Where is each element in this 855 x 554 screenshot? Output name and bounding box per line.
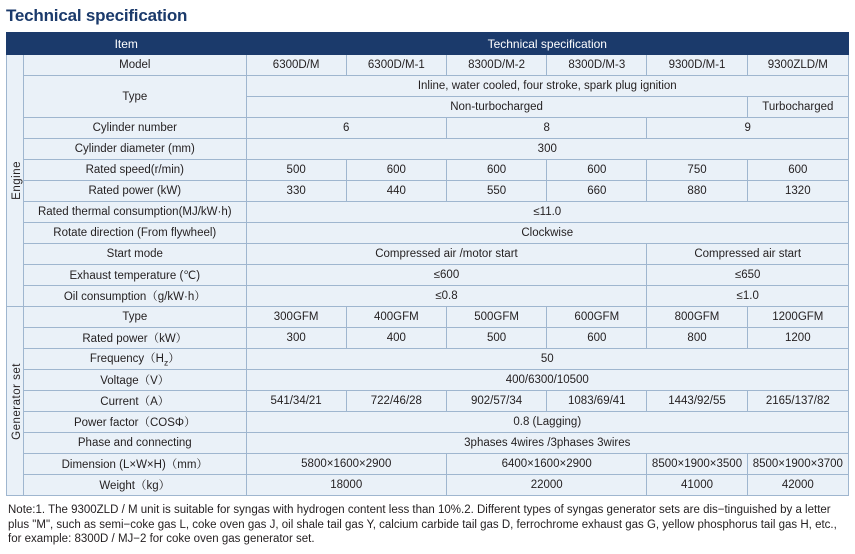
cell-rated-power-engine-3: 550 [446,181,546,202]
cell-generator-type-2: 400GFM [346,307,446,328]
table-row [7,181,849,202]
cell-rated-power-generator-2: 400 [346,328,446,349]
table-row [7,286,849,307]
cell-rotate-direction: Clockwise [246,223,848,244]
cell-current-3: 902/57/34 [446,391,546,412]
cell-weight-4: 42000 [747,475,848,496]
cell-cylinder-number-9: 9 [647,118,849,139]
cell-dimension-2: 6400×1600×2900 [446,454,646,475]
cell-start-mode-1: Compressed air /motor start [246,244,647,265]
row-label-start-mode: Start mode [24,244,247,265]
cell-exhaust-temperature-1: ≤600 [246,265,647,286]
cell-rated-speed-1: 500 [246,160,346,181]
row-label-voltage: Voltage（V） [24,370,247,391]
cell-rated-power-engine-1: 330 [246,181,346,202]
cell-rated-power-engine-5: 880 [647,181,747,202]
specification-table [6,32,849,496]
cell-voltage: 400/6300/10500 [246,370,848,391]
row-label-thermal-consumption: Rated thermal consumption(MJ/kW·h) [24,202,247,223]
cell-model-2: 6300D/M-1 [346,55,446,76]
cell-rated-power-engine-2: 440 [346,181,446,202]
table-row [7,76,849,97]
cell-engine-type: Inline, water cooled, four stroke, spark plug ignition [246,76,848,97]
row-label-type-generator: Type [24,307,247,328]
row-label-weight: Weight（kg） [24,475,247,496]
cell-generator-type-4: 600GFM [547,307,647,328]
page-title: Technical specification [6,6,188,25]
cell-rated-speed-5: 750 [647,160,747,181]
cell-exhaust-temperature-2: ≤650 [647,265,849,286]
row-label-rated-power-generator: Rated power（kW） [24,328,247,349]
table-row [7,349,849,370]
cell-power-factor: 0.8 (Lagging) [246,412,848,433]
cell-turbocharged: Turbocharged [747,97,848,118]
cell-thermal-consumption: ≤11.0 [246,202,848,223]
column-header-spec: Technical specification [246,33,848,55]
cell-generator-type-6: 1200GFM [747,307,848,328]
row-label-type-engine: Type [24,76,247,118]
cell-non-turbocharged: Non-turbocharged [246,97,747,118]
row-label-current: Current（A） [24,391,247,412]
row-label-frequency-sub: z [163,357,169,368]
table-row [7,55,849,76]
row-label-oil-consumption: Oil consumption（g/kW·h） [24,286,247,307]
cell-generator-type-1: 300GFM [246,307,346,328]
row-label-frequency [24,349,247,370]
row-label-cylinder-diameter: Cylinder diameter (mm) [24,139,247,160]
table-row [7,328,849,349]
cell-rated-power-engine-4: 660 [547,181,647,202]
cell-current-1: 541/34/21 [246,391,346,412]
table-row [7,139,849,160]
table-row [7,265,849,286]
cell-current-2: 722/46/28 [346,391,446,412]
table-row [7,202,849,223]
row-label-cylinder-number: Cylinder number [24,118,247,139]
cell-current-6: 2165/137/82 [747,391,848,412]
side-category-engine [7,55,24,307]
cell-rated-power-generator-6: 1200 [747,328,848,349]
cell-current-4: 1083/69/41 [547,391,647,412]
row-label-rated-speed: Rated speed(r/min) [24,160,247,181]
cell-rated-power-generator-4: 600 [547,328,647,349]
row-label-frequency-tail: ） [168,353,180,366]
side-category-generator-set-label: Generator set [11,362,23,440]
table-footnote: Note:1. The 9300ZLD / M unit is suitable for syngas with hydrogen content less than 10%.2. Different types of syngas generator sets are dis−tinguished by a letter plus "M", such as semi−coke gas L, coke oven gas J, oil shale tail gas Y, calcium carbide tail gas D, ferrochrome exhaust gas G, yellow phosphorus tail gas H, etc., for example: 8300D / MJ−2 for coke oven gas generator set. [8,504,837,545]
row-label-rated-power-engine: Rated power (kW) [24,181,247,202]
table-row [7,412,849,433]
side-category-generator-set [7,307,24,496]
table-row [7,160,849,181]
cell-weight-2: 22000 [446,475,646,496]
row-label-model: Model [24,55,247,76]
cell-rated-speed-2: 600 [346,160,446,181]
cell-cylinder-diameter: 300 [246,139,848,160]
table-row [7,391,849,412]
cell-dimension-3: 8500×1900×3500 [647,454,747,475]
cell-cylinder-number-6: 6 [246,118,446,139]
cell-current-5: 1443/92/55 [647,391,747,412]
cell-rated-speed-4: 600 [547,160,647,181]
row-label-rotate-direction: Rotate direction (From flywheel) [24,223,247,244]
table-row [7,244,849,265]
table-row [7,475,849,496]
column-header-item: Item [7,33,247,55]
row-label-frequency-main: Frequency（H [89,353,164,366]
row-label-phase-connecting: Phase and connecting [24,433,247,454]
cell-rated-speed-6: 600 [747,160,848,181]
cell-dimension-4: 8500×1900×3700 [747,454,848,475]
cell-model-6: 9300ZLD/M [747,55,848,76]
cell-rated-power-generator-3: 500 [446,328,546,349]
table-row [7,454,849,475]
table-header-row [7,33,849,55]
cell-model-5: 9300D/M-1 [647,55,747,76]
cell-cylinder-number-8: 8 [446,118,646,139]
cell-rated-power-generator-5: 800 [647,328,747,349]
cell-weight-1: 18000 [246,475,446,496]
row-label-exhaust-temperature: Exhaust temperature (℃) [24,265,247,286]
cell-rated-power-engine-6: 1320 [747,181,848,202]
cell-generator-type-5: 800GFM [647,307,747,328]
table-row [7,118,849,139]
cell-model-1: 6300D/M [246,55,346,76]
cell-frequency: 50 [246,349,848,370]
table-row [7,223,849,244]
cell-phase-connecting: 3phases 4wires /3phases 3wires [246,433,848,454]
table-row [7,433,849,454]
cell-model-4: 8300D/M-3 [547,55,647,76]
row-label-power-factor: Power factor（COSΦ） [24,412,247,433]
table-row [7,307,849,328]
cell-oil-consumption-1: ≤0.8 [246,286,647,307]
table-row [7,370,849,391]
cell-dimension-1: 5800×1600×2900 [246,454,446,475]
cell-rated-power-generator-1: 300 [246,328,346,349]
cell-generator-type-3: 500GFM [446,307,546,328]
row-label-dimension: Dimension (L×W×H)（mm） [24,454,247,475]
side-category-engine-label: Engine [11,161,23,200]
cell-rated-speed-3: 600 [446,160,546,181]
cell-start-mode-2: Compressed air start [647,244,849,265]
cell-oil-consumption-2: ≤1.0 [647,286,849,307]
cell-model-3: 8300D/M-2 [446,55,546,76]
cell-weight-3: 41000 [647,475,747,496]
